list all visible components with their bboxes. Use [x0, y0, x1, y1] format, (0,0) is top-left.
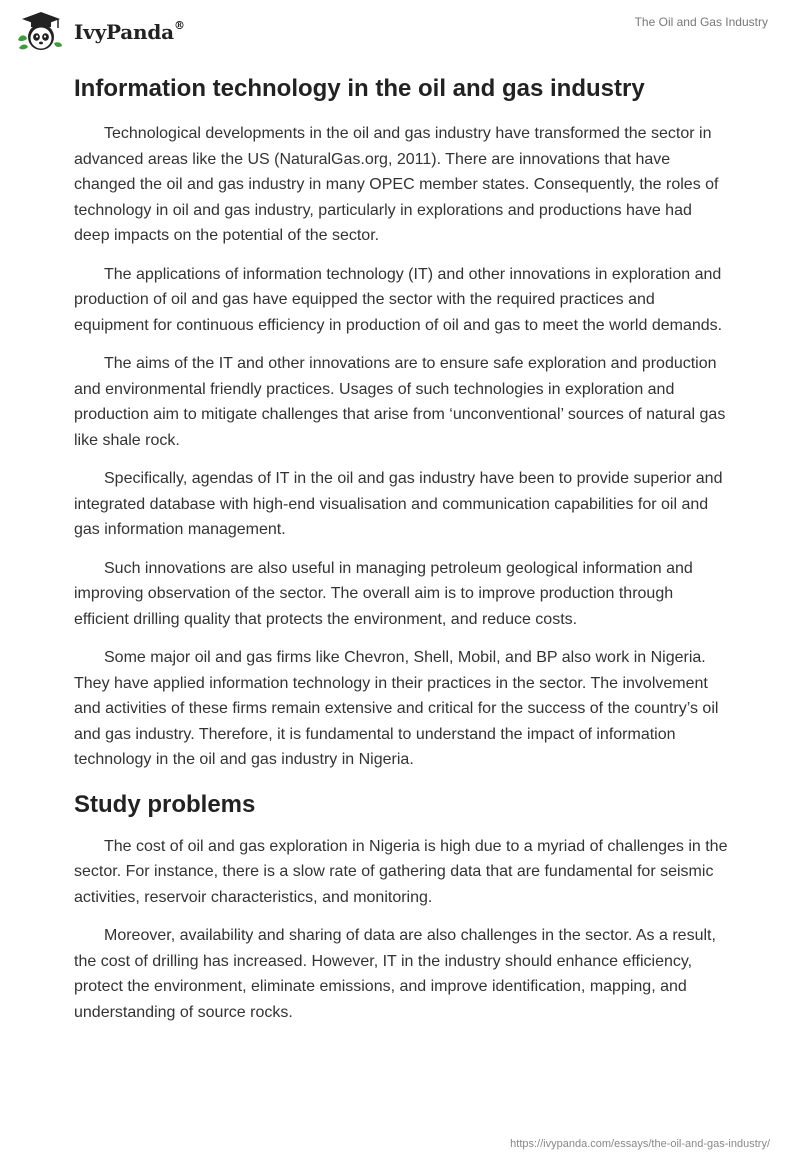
panda-graduate-logo-icon [14, 10, 68, 54]
section-heading-it: Information technology in the oil and gas industry [74, 75, 645, 102]
paragraph: The cost of oil and gas exploration in Nigeria is high due to a myriad of challenges in the sector. For instance, there is a slow rate of gathering data that are fundamental for seismic activities, reservoir characteristics, and monitoring. [74, 837, 728, 906]
source-url[interactable]: https://ivypanda.com/essays/the-oil-and-gas-industry/ [510, 1138, 770, 1150]
paragraph: The aims of the IT and other innovations are to ensure safe exploration and production and environmental friendly practices. Usages of such technologies in exploration and production aim to mitigate challenges that arise from ‘unconventional’ sources of natural gas like shale rock. [74, 355, 726, 449]
page-header [0, 0, 800, 64]
brand-name: IvyPanda® [74, 19, 185, 44]
paragraph: Specifically, agendas of IT in the oil and gas industry have been to provide superior and integrated database with high-end visualisation and communication capabilities for oil and gas information management. [74, 470, 723, 538]
paragraph: Technological developments in the oil and gas industry have transformed the sector in advanced areas like the US (NaturalGas.org, 2011). There are innovations that have changed the oil and gas industry in many OPEC member states. Consequently, the roles of technology in oil and gas industry, particularly in explorations and productions have had deep impacts on the potential of the sector. [74, 125, 719, 244]
article-body [74, 70, 728, 1038]
paragraph: Such innovations are also useful in managing petroleum geological information and improving observation of the sector. The overall aim is to improve production through efficient drilling quality that protects the environment, and reduce costs. [74, 559, 693, 628]
paragraph: The applications of information technology (IT) and other innovations in exploration and production of oil and gas have equipped the sector with the required practices and equipment for continuous efficiency in production of oil and gas to meet the world demands. [74, 265, 723, 334]
paragraph: Moreover, availability and sharing of data are also challenges in the sector. As a result, the cost of drilling has increased. However, IT in the industry should enhance efficiency, protect the environment, eliminate emissions, and improve identification, mapping, and understanding of source rocks. [74, 927, 716, 1021]
registered-mark: ® [173, 19, 185, 33]
paragraph: Some major oil and gas firms like Chevron, Shell, Mobil, and BP also work in Nigeria. They have applied information technology in their practices in the sector. The involvement and activities of these firms remain extensive and critical for the success of the country’s oil and gas industry. Therefore, it is fundamental to understand the impact of information technology in the oil and gas industry in Nigeria. [74, 649, 719, 768]
section-heading-study-problems: Study problems [74, 790, 256, 818]
document-title: The Oil and Gas Industry [634, 15, 768, 29]
ivypanda-logo[interactable] [14, 10, 185, 54]
